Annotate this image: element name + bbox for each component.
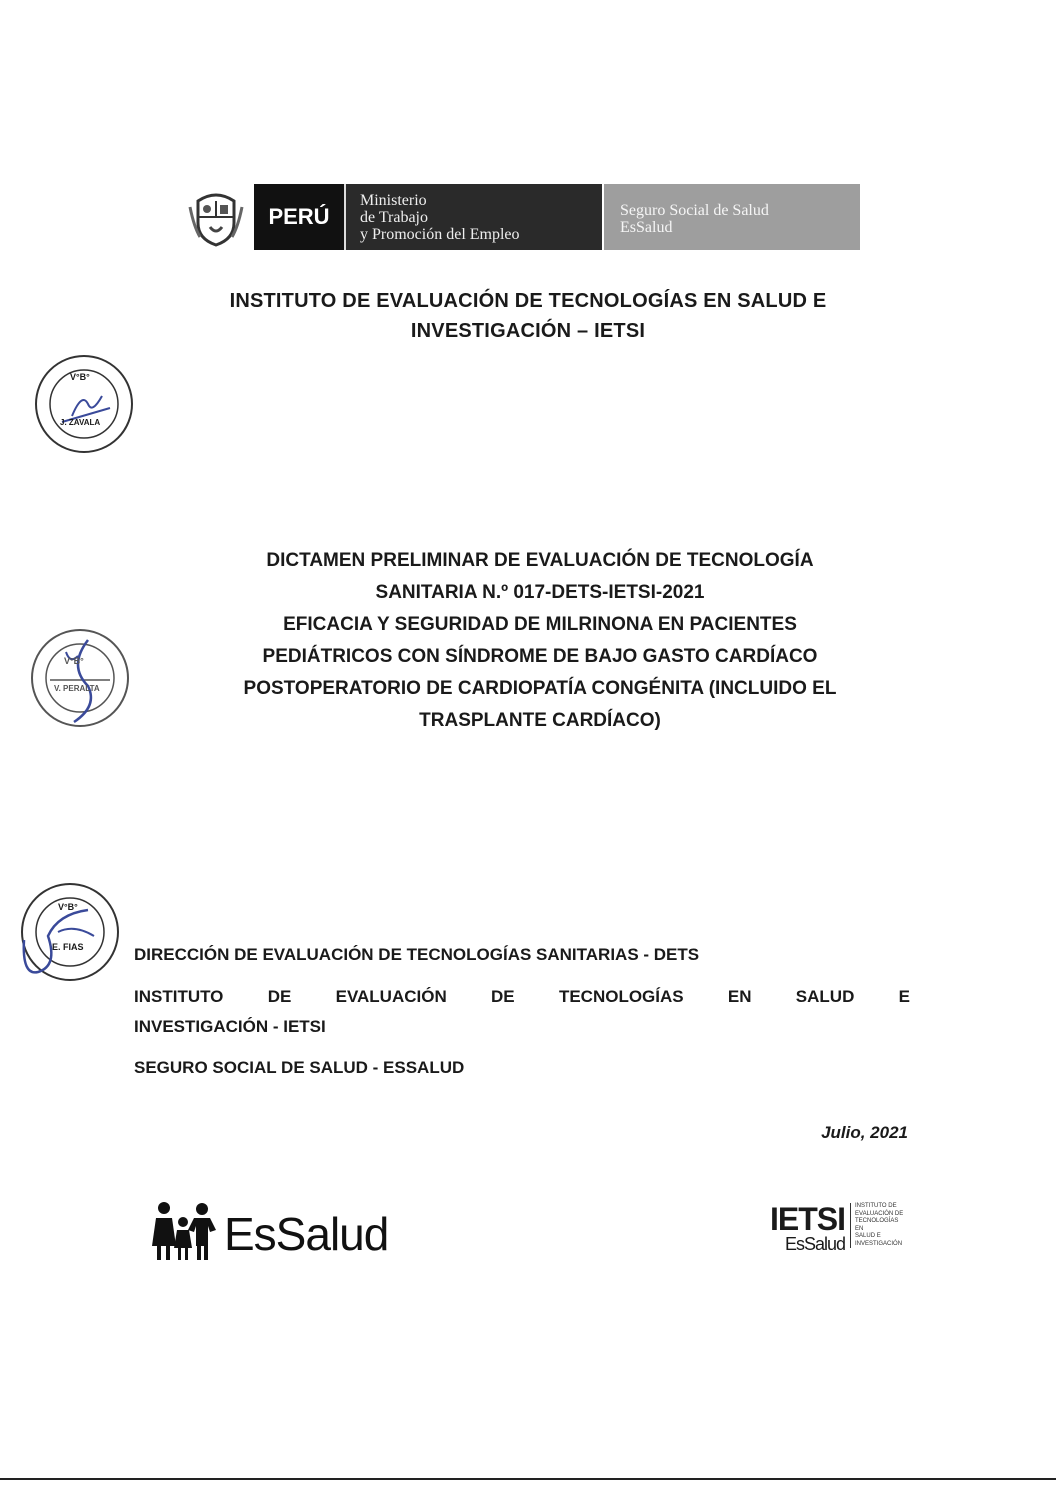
agency-line: Seguro Social de Salud xyxy=(620,202,769,219)
family-figures-icon xyxy=(150,1200,220,1267)
dictamen-title xyxy=(140,545,940,737)
institute-word: E xyxy=(898,987,910,1006)
stamp-vb-label: V°B° xyxy=(64,656,84,666)
ietsi-description-line: INVESTIGACIÓN xyxy=(855,1240,903,1247)
agency-line: EsSalud xyxy=(620,219,673,236)
essalud-logo-text: EsSalud xyxy=(224,1207,389,1260)
institute-title-line: INSTITUTO DE EVALUACIÓN DE TECNOLOGÍAS EN SALUD E xyxy=(229,290,827,312)
ietsi-description-line: SALUD E xyxy=(855,1233,881,1239)
approval-stamp xyxy=(32,352,136,456)
stamp-name: V. PERALTA xyxy=(54,684,100,693)
dictamen-line: DICTAMEN PRELIMINAR DE EVALUACIÓN DE TECNOLOGÍA xyxy=(266,550,814,571)
institute-title-line: INVESTIGACIÓN – IETSI xyxy=(410,320,646,342)
stamp-name: E. FIAS xyxy=(52,942,84,952)
document-date: Julio, 2021 xyxy=(821,1123,908,1142)
peru-coat-of-arms-icon xyxy=(178,184,254,250)
institute-word: EN xyxy=(727,987,752,1006)
bottom-rule xyxy=(0,1478,1056,1480)
dictamen-line: SANITARIA N.º 017-DETS-IETSI-2021 xyxy=(375,582,705,603)
ietsi-description-line: EVALUACIÓN DE xyxy=(855,1210,904,1217)
approval-stamp xyxy=(28,626,132,730)
government-header xyxy=(178,184,860,250)
essalud-logo xyxy=(150,1200,388,1267)
ietsi-sub: EsSalud xyxy=(784,1234,846,1254)
stamp-vb-label: V°B° xyxy=(70,372,90,382)
ietsi-description-line: INSTITUTO DE xyxy=(855,1203,897,1209)
ministry-line: Ministerio xyxy=(360,192,427,209)
ietsi-logo xyxy=(770,1203,905,1253)
ietsi-description xyxy=(850,1203,905,1248)
ministry-label xyxy=(346,184,602,250)
approval-stamp xyxy=(18,880,122,984)
institute-word: SALUD xyxy=(795,987,855,1006)
dictamen-line: PEDIÁTRICOS CON SÍNDROME DE BAJO GASTO CARDÍACO xyxy=(262,646,818,667)
stamp-vb-label: V°B° xyxy=(58,902,78,912)
institute-word: TECNOLOGÍAS xyxy=(558,987,684,1006)
dictamen-line: EFICACIA Y SEGURIDAD DE MILRINONA EN PACIENTES xyxy=(283,614,797,635)
ietsi-description-line: TECNOLOGÍAS EN xyxy=(855,1218,899,1232)
dictamen-line: POSTOPERATORIO DE CARDIOPATÍA CONGÉNITA (INCLUIDO EL xyxy=(243,678,837,699)
direction-label: DIRECCIÓN DE EVALUACIÓN DE TECNOLOGÍAS SANITARIAS - DETS xyxy=(134,945,700,964)
ietsi-wordmark xyxy=(770,1203,845,1253)
institute-word: EVALUACIÓN xyxy=(335,987,447,1006)
stamp-name: J. ZAVALA xyxy=(60,418,101,427)
social-security-label: SEGURO SOCIAL DE SALUD - ESSALUD xyxy=(134,1058,465,1077)
institute-line xyxy=(134,987,910,1007)
agency-label xyxy=(604,184,860,250)
institute-title xyxy=(100,286,956,346)
institute-line-2: INVESTIGACIÓN - IETSI xyxy=(134,1017,326,1036)
dictamen-line: TRASPLANTE CARDÍACO) xyxy=(419,710,661,731)
institute-word: INSTITUTO xyxy=(134,987,224,1006)
ministry-line: y Promoción del Empleo xyxy=(360,226,520,243)
institute-word: DE xyxy=(491,987,515,1006)
country-label: PERÚ xyxy=(254,184,346,250)
ministry-line: de Trabajo xyxy=(360,209,428,226)
institute-word: DE xyxy=(267,987,292,1006)
ietsi-word: IETSI xyxy=(770,1201,846,1237)
